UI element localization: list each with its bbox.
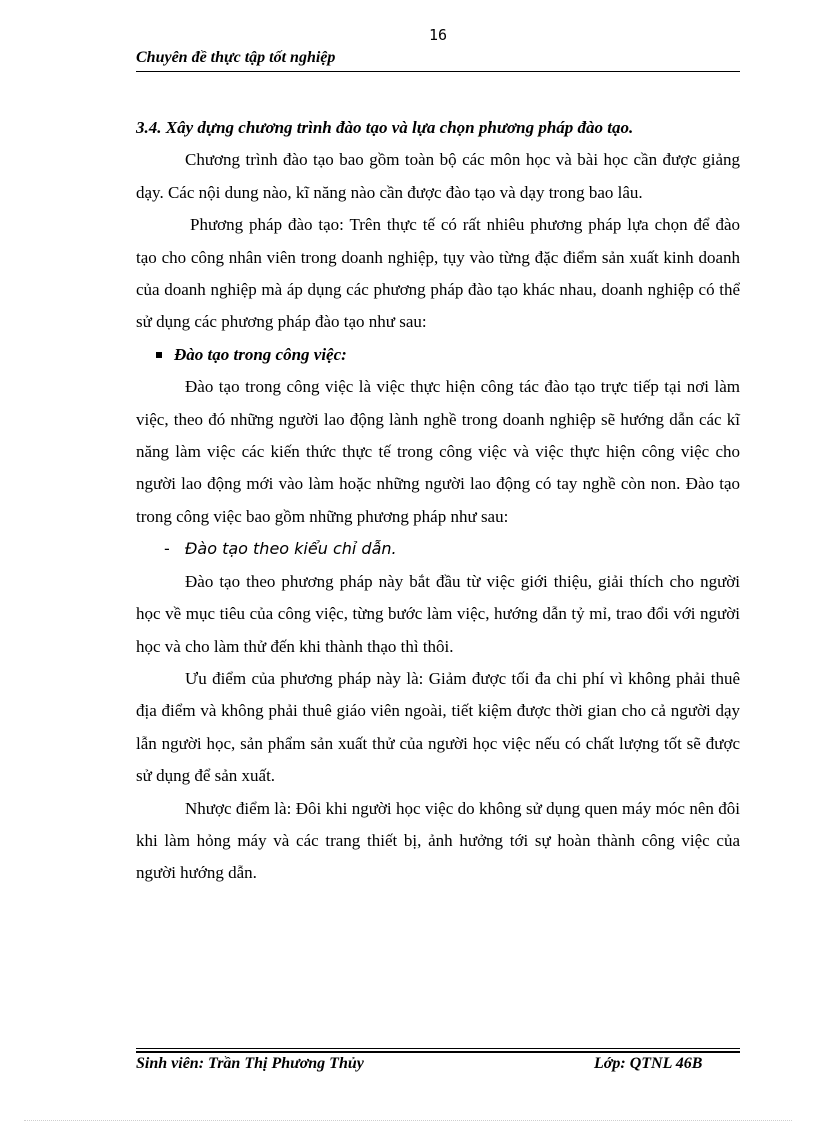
footer-rule-thick — [136, 1051, 740, 1053]
header-rule — [136, 71, 740, 72]
bullet-heading: Đào tạo trong công việc: — [174, 344, 347, 364]
page-number: 16 — [428, 26, 448, 44]
section-heading: 3.4. Xây dựng chương trình đào tạo và lựa chọn phương pháp đào tạo. — [136, 118, 634, 137]
paragraph-disadvantages: Nhược điểm là: Đôi khi người học việc do không sử dụng quen máy móc nên đôi khi làm hỏng máy và các trang thiết bị, ảnh hưởng tới sự hoàn thành công việc của người hướng dẫn. — [136, 798, 740, 883]
dash-item-text: Đào tạo theo kiểu chỉ dẫn. — [185, 539, 397, 559]
paragraph-on-the-job: Đào tạo trong công việc là việc thực hiện công tác đào tạo trực tiếp tại nơi làm việc, theo đó những người lao động lành nghề trong doanh nghiệp sẽ hướng dẫn các kĩ năng làm việc các kiến thức thực tế trong công việc và việc thực hiện công việc cho người lao động mới vào làm hoặc những người lao động có tay nghề còn non. Đào tạo trong công việc bao gồm những phương pháp như sau: — [136, 377, 740, 526]
footer — [136, 1055, 740, 1079]
square-bullet-icon — [156, 352, 162, 358]
paragraph-instruction: Đào tạo theo phương pháp này bắt đầu từ việc giới thiệu, giải thích cho người học về mục tiêu của công việc, từng bước làm việc, hướng dẫn tỷ mỉ, trao đổi với người học và cho làm thử đến khi thành thạo thì thôi. — [136, 571, 740, 656]
paragraph-program: Chương trình đào tạo bao gồm toàn bộ các môn học và bài học cần được giảng dạy. Các nội dung nào, kĩ năng nào cần được đào tạo và dạy trong bao lâu. — [136, 150, 740, 202]
footer-class: Lớp: QTNL 46B — [594, 1055, 703, 1072]
paragraph-advantages: Ưu điểm của phương pháp này là: Giảm được tối đa chi phí vì không phải thuê địa điểm và không phải thuê giáo viên ngoài, tiết kiệm được thời gian cho cả người dạy lẫn người học, sản phẩm sản xuất thử của người học việc nếu có chất lượng tốt sẽ được sử dụng để sản xuất. — [136, 668, 740, 786]
footer-rule-thin — [136, 1048, 740, 1049]
footer-student: Sinh viên: Trần Thị Phương Thủy — [136, 1055, 364, 1072]
header-title: Chuyên đề thực tập tốt nghiệp — [136, 49, 336, 66]
dash-bullet: - — [164, 539, 170, 559]
document-body — [136, 112, 740, 890]
bullet-item — [136, 339, 740, 371]
dash-list-item — [136, 533, 740, 565]
page-edge-divider — [24, 1120, 792, 1121]
paragraph-method: Phương pháp đào tạo: Trên thực tế có rất nhiêu phương pháp lựa chọn để đào tạo cho công nhân viên trong doanh nghiệp, tụy vào từng đặc điểm sản xuất kinh doanh của doanh nghiệp mà áp dụng các phương pháp đào tạo khác nhau, doanh nghiệp có thể sử dụng các phương pháp đào tạo như sau: — [136, 215, 740, 332]
